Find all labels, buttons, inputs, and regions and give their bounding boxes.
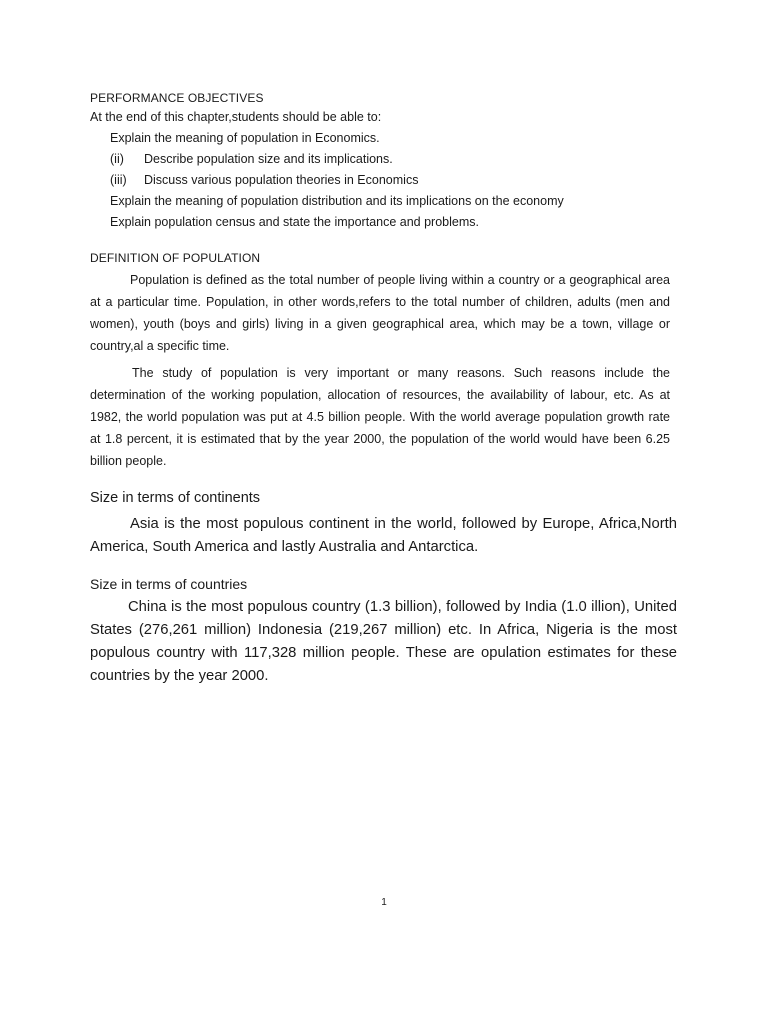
objective-item-number: (iii) xyxy=(110,173,127,187)
continents-heading: Size in terms of continents xyxy=(90,490,261,506)
objective-item: Discuss various population theories in Economics xyxy=(144,173,419,187)
definition-paragraph-text: Population is defined as the total number of people living within a country or a geographical area at a particular time. Population, in other words,refers to the total number of children, adults (men and women), youth (boys and girls) living in a given geographical area, which may be a town, village or country,al a specific time. xyxy=(90,273,670,353)
objective-item: Describe population size and its implications. xyxy=(144,152,393,166)
objectives-heading: PERFORMANCE OBJECTIVES xyxy=(90,91,264,105)
countries-heading: Size in terms of countries xyxy=(90,576,248,592)
definition-heading: DEFINITION OF POPULATION xyxy=(90,251,261,265)
definition-paragraph xyxy=(90,269,670,357)
study-paragraph-text: The study of population is very important or many reasons. Such reasons include the determination of the working population, allocation of resources, the availability of labour, etc. As at 1982, the world population was put at 4.5 billion people. With the world average population growth rate at 1.8 percent, it is estimated that by the year 2000, the population of the world would have been 6.25 billion people. xyxy=(90,366,670,468)
objective-item: Explain population census and state the importance and problems. xyxy=(110,215,479,229)
page-number: 1 xyxy=(381,897,387,908)
objectives-intro: At the end of this chapter,students should be able to: xyxy=(90,110,382,124)
countries-paragraph-text: China is the most populous country (1.3 billion), followed by India (1.0 illion), United States (276,261 million) Indonesia (219,267 million) etc. In Africa, Nigeria is the most populous country with 117,328 million people. These are opulation estimates for these countries by the year 2000. xyxy=(90,599,677,684)
objective-item-number: (ii) xyxy=(110,152,124,166)
continents-paragraph xyxy=(90,513,677,559)
countries-paragraph xyxy=(90,596,677,688)
continents-paragraph-text: Asia is the most populous continent in the world, followed by Europe, Africa,North America, South America and lastly Australia and Antarctica. xyxy=(90,516,677,555)
study-paragraph xyxy=(90,362,670,472)
objective-item: Explain the meaning of population distribution and its implications on the economy xyxy=(110,194,564,208)
objective-item: Explain the meaning of population in Economics. xyxy=(110,131,380,145)
